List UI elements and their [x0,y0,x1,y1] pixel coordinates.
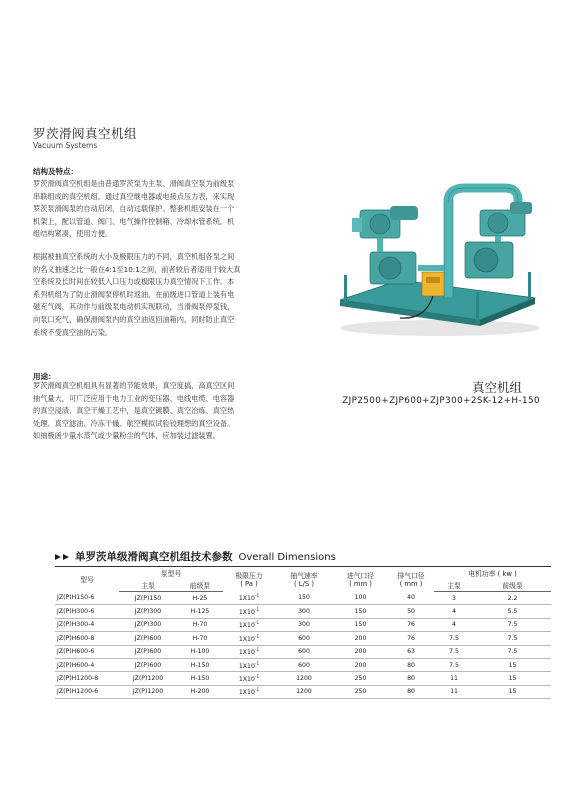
pressure-base: 1X10 [238,622,255,630]
header-inlet-label: 进气口径 [346,572,375,581]
cell-model: JZ(P)H150-6 [55,592,119,605]
table-row [55,672,551,685]
cell-inlet: 200 [333,632,388,645]
page-title: 罗茨滑阀真空机组 [33,126,138,141]
cell-power-backing: 15 [474,658,551,671]
table-row [55,685,551,698]
header-inlet-unit: ( mm ) [349,580,372,589]
cell-power-main: 4 [434,605,474,618]
header-pumping-speed-unit: ( L/S ) [293,580,315,589]
pressure-base: 1X10 [238,609,255,617]
header-model: 型号 [80,576,94,585]
cell-main-pump: JZ(P)600 [119,632,177,645]
cell-power-main: 3 [434,592,474,605]
page-subtitle: Vacuum Systems [33,141,98,150]
cell-model: JZ(P)H600-6 [55,645,119,658]
header-pump-model: 泵型号 [160,570,182,578]
pressure-base: 1X10 [238,635,255,643]
header-outlet-label: 排气口径 [397,572,425,581]
text-line: 向泵口充气，确保滑阀泵内的真空油返回油箱内，同时防止真空 [33,314,235,324]
table-heading [55,549,336,564]
text-line: 机架上，配以管道、阀门、电气操作控制箱、冷却水管系统。机 [33,216,235,226]
cell-speed: 150 [275,592,333,605]
cell-outlet: 76 [388,618,434,631]
cell-backing-pump: H-150 [177,658,223,671]
text-line: 罗茨泵滑阀泵的自动启闭，自动过载保护。整套机组安装在一个 [33,204,235,214]
table-row [55,658,551,671]
text-line: 系统不受真空油的污染。 [33,327,113,337]
cell-speed: 600 [275,632,333,645]
cell-main-pump: JZ(P)300 [119,605,177,618]
cell-inlet: 250 [333,672,388,685]
cell-outlet: 76 [388,632,434,645]
table-row [55,632,551,645]
cell-power-main: 7.5 [434,658,474,671]
pressure-base: 1X10 [238,676,255,684]
pressure-base: 1X10 [238,595,255,603]
header-main-pump: 主泵 [119,579,177,592]
cell-main-pump: JZ(P)600 [119,645,177,658]
header-power: 电机功率 ( kw ) [468,570,517,578]
table-row [55,592,551,605]
cell-speed: 1200 [275,672,333,685]
cell-power-backing: 15 [474,672,551,685]
spec-table [55,567,551,699]
cell-ultimate-pressure [223,658,275,671]
header-power-main: 主泵 [434,579,474,592]
cell-main-pump: JZ(P)1200 [119,672,177,685]
cell-inlet: 100 [333,592,388,605]
header-backing-pump: 前级泵 [177,579,223,592]
text-line: 根据被抽真空系统的大小及极限压力的不同，真空机组各泵之间 [33,252,235,261]
cell-ultimate-pressure [223,592,275,605]
header-outlet [388,567,434,592]
table-row [55,618,551,631]
cell-power-backing: 15 [474,685,551,698]
cell-ultimate-pressure [223,645,275,658]
cell-backing-pump: H-25 [177,592,223,605]
text-line: 的名义抽速之比一般在4:1至10:1之间，前者较后者适用于较大真 [33,264,241,274]
pressure-exponent: -1 [254,633,260,639]
pressure-exponent: -1 [254,687,260,693]
cell-model: JZ(P)H1200-8 [55,672,119,685]
table-row [55,645,551,658]
cell-inlet: 150 [333,618,388,631]
header-inlet [333,567,388,592]
cell-power-backing: 2.2 [474,592,551,605]
cell-power-backing: 7.5 [474,632,551,645]
pressure-exponent: -1 [254,607,260,613]
pressure-exponent: -1 [254,593,260,599]
cell-backing-pump: H-150 [177,672,223,685]
header-ultimate-pressure [223,567,275,592]
cell-main-pump: JZ(P)1200 [119,685,177,698]
cell-inlet: 150 [333,605,388,618]
cell-outlet: 50 [388,605,434,618]
cell-model: JZ(P)H600-8 [55,632,119,645]
text-line: 抽气量大，可广泛应用于电力工业的变压器、电线电缆、电容器 [33,393,235,403]
cell-backing-pump: H-70 [177,618,223,631]
table-heading-en: Overall Dimensions [238,552,336,563]
cell-speed: 1200 [275,685,333,698]
cell-outlet: 80 [388,672,434,685]
cell-power-main: 7.5 [434,632,474,645]
pressure-base: 1X10 [238,689,255,697]
cell-main-pump: JZ(P)150 [119,592,177,605]
product-model: ZJP2500+ZJP600+ZJP300+2SK-12+H-150 [342,396,540,406]
pressure-base: 1X10 [238,649,255,657]
text-line: 的真空浸渍、真空干燥工艺中，是真空镀膜、真空冶炼、真空热 [33,406,235,416]
structure-paragraph-2 [33,251,278,339]
pressure-exponent: -1 [254,674,260,680]
header-power-backing: 前级泵 [474,579,551,592]
cell-backing-pump: H-100 [177,645,223,658]
cell-ultimate-pressure [223,632,275,645]
spec-table-body [55,592,551,699]
pressure-exponent: -1 [254,620,260,626]
pressure-exponent: -1 [254,660,260,666]
cell-outlet: 80 [388,685,434,698]
text-line: 串联组成的真空机组。通过真空继电器或电接点压力表，来实现 [33,191,235,201]
cell-outlet: 40 [388,592,434,605]
text-line: 系列机组为了防止滑阀泵停机时返油，在前级进口管道上装有电 [33,289,235,299]
table-row [55,605,551,618]
cell-ultimate-pressure [223,618,275,631]
text-line: 如抽极函少量水蒸气或少量粉尘的气体，应加装过滤装置。 [33,431,220,441]
cell-speed: 300 [275,605,333,618]
pressure-exponent: -1 [254,647,260,653]
cell-outlet: 80 [388,658,434,671]
structure-paragraph-1 [33,178,278,241]
usage-paragraph [33,380,278,443]
cell-outlet: 63 [388,645,434,658]
header-pumping-speed [275,567,333,592]
header-ultimate-pressure-unit: ( Pa ) [240,580,258,589]
cell-speed: 600 [275,658,333,671]
cell-inlet: 200 [333,658,388,671]
cell-backing-pump: H-125 [177,605,223,618]
cell-ultimate-pressure [223,605,275,618]
cell-model: JZ(P)H300-6 [55,605,119,618]
cell-model: JZ(P)H300-4 [55,618,119,631]
header-ultimate-pressure-label: 极限压力 [235,572,263,581]
pressure-base: 1X10 [238,662,255,670]
header-pumping-speed-label: 抽气速率 [290,572,318,581]
cell-power-backing: 5.5 [474,605,551,618]
usage-heading: 用途： [33,372,56,381]
cell-model: JZ(P)H1200-6 [55,685,119,698]
cell-power-main: 4 [434,618,474,631]
text-line: 空系统及长时间在较低入口压力或极限压力真空情况下工作。本 [33,277,235,287]
triangle-marker-icon [55,554,61,560]
text-line: 罗茨滑阀真空机组是由普通罗茨泵为主泵、滑阀真空泵为前级泵 [33,179,235,188]
cell-main-pump: JZ(P)600 [119,658,177,671]
text-line: 磁充气阀，其动作与前级泵电动机实现联动，当滑阀泵停泵钱， [33,302,235,312]
cell-model: JZ(P)H600-4 [55,658,119,671]
cell-backing-pump: H-200 [177,685,223,698]
cell-power-backing: 7.5 [474,645,551,658]
cell-backing-pump: H-70 [177,632,223,645]
product-caption: 真空机组 [471,380,522,395]
text-line: 组结构紧凑，使用方便。 [33,229,113,239]
cell-main-pump: JZ(P)300 [119,618,177,631]
cell-ultimate-pressure [223,685,275,698]
header-outlet-unit: ( mm ) [399,580,423,589]
vacuum-system-photo [330,180,540,340]
cell-inlet: 250 [333,685,388,698]
cell-power-main: 7.5 [434,645,474,658]
text-line: 罗茨滑阀真空机组具有显著的节能效果，真空度搞，高真空区间 [33,381,235,390]
cell-speed: 300 [275,618,333,631]
cell-ultimate-pressure [223,672,275,685]
triangle-marker-icon [63,554,69,560]
table-heading-cn: 单罗茨单级滑阀真空机组技术参数 [75,551,233,563]
text-line: 处理、真空滤油、冷冻干燥、航空模拟试验铰理想的真空设备。 [33,418,235,428]
cell-power-main: 11 [434,672,474,685]
cell-inlet: 200 [333,645,388,658]
cell-speed: 600 [275,645,333,658]
cell-power-main: 11 [434,685,474,698]
cell-power-backing: 7.5 [474,618,551,631]
spec-table-container [55,566,551,699]
structure-heading: 结构及特点： [33,167,78,176]
